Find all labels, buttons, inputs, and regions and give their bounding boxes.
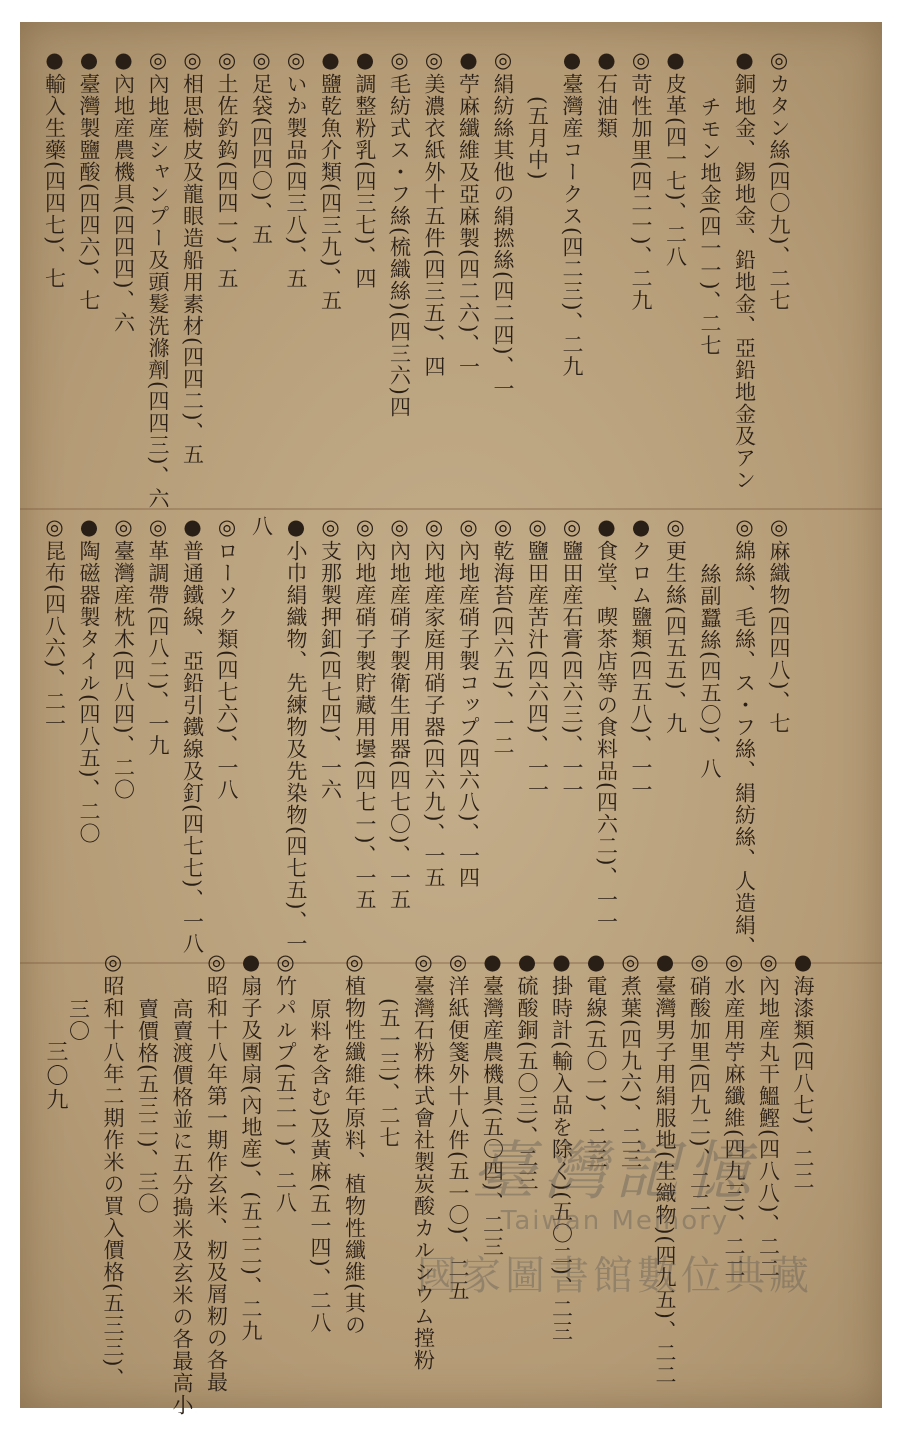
library-watermark	[395, 1120, 835, 1310]
index-block-middle	[42, 515, 796, 958]
entry: ◎昭和十八年二期作米の買入價格(五三三)、	[101, 950, 125, 1390]
entry: ◎水産用苧麻纖維(四九三)、二二	[722, 950, 746, 1280]
section-heading: (五月中)	[525, 96, 550, 181]
entry: ●電線(五〇一)、二三	[584, 950, 608, 1170]
entry: ◎內地産シャンプー及頭髮洗滌劑(四四三)、六	[146, 48, 170, 510]
entry: ◎植物性纖維年原料、植物性纖維(其の	[342, 950, 367, 1337]
entry: ●掛時計(輸入品を除く)(五〇二)、二三	[549, 950, 574, 1342]
entry: ●海漆類(四八七)、二二	[791, 950, 815, 1192]
entry: ◎內地産硝子製貯藏用壜(四七一)、一五	[353, 515, 377, 911]
entry: ◎綿絲、毛絲、ス・フ絲、絹紡絲、人造絹、	[732, 515, 757, 958]
entry: (五一三)、二七	[377, 998, 401, 1149]
entry: ●銅地金、錫地金、鉛地金、亞鉛地金及アン	[732, 48, 757, 491]
entry: ◎昭和十八年第一期作玄米、籾及屑籾の各最	[204, 950, 229, 1393]
entry: ◎內地産硝子製衛生用器(四七〇)、一五	[387, 515, 412, 911]
entry: ●陶磁器製タイル(四八五)、二〇	[77, 515, 101, 845]
entry: ●輸入生藥(四四七)、七	[42, 48, 67, 290]
entry: ◎洋紙便箋外十八件(五一〇)、二五	[446, 950, 470, 1302]
watermark-chinese: 國家圖書館數位典藏	[417, 1253, 813, 1299]
entry: ◎鹽田産石膏(四六三)、一一	[560, 515, 584, 801]
entry: ◎毛紡式ス・フ絲(梳織絲)(四三六)四	[387, 48, 412, 418]
entry: チモン地金(四一一)、二七	[698, 96, 722, 357]
entry: ●皮革(四一七)、二八	[663, 48, 688, 268]
entry: ◎いか製品(四三八)、五	[284, 48, 308, 290]
entry: 原料を含む)及黃麻(五一四)、二八	[308, 998, 332, 1334]
entry: ●苧麻纖維及亞麻製(四二六)、一	[456, 48, 481, 378]
entry: ◎相思樹皮及龍眼造船用素材(四四二)、五	[180, 48, 205, 466]
entry: ◎麻織物(四四八)、七	[767, 515, 791, 735]
entry: ●臺灣男子用絹服地(生織物)(四九五)、二二	[653, 950, 677, 1386]
entry: ●普通鐵線、亞鉛引鐵線及釘(四七七)、一八	[180, 515, 205, 955]
entry: ◎臺灣石粉株式會社製炭酸カルシウム摚粉	[411, 950, 436, 1371]
entry: ●クロム鹽類(四五八)、一一	[629, 515, 653, 801]
entry: ◎更生絲(四五五)、九	[663, 515, 688, 735]
entry: ◎土佐釣鈎(四四一)、五	[215, 48, 239, 290]
entry: ◎硝酸加里(四九二)、二二	[687, 950, 712, 1214]
entry: ◎絹紡絲其他の絹撚絲(四二四)、一	[491, 48, 515, 400]
entry: ●臺灣産農機具(五〇四)、二三	[480, 950, 505, 1258]
entry: ◎竹パルプ(五二一)、二八	[273, 950, 298, 1214]
index-block-top	[42, 48, 796, 510]
entry: ●食堂、喫茶店等の食料品(四六二)、一一	[594, 515, 619, 933]
entry: 八	[249, 515, 274, 537]
entry: ◎カタン絲(四〇九)、二七	[767, 48, 791, 312]
entry: ●小巾絹織物、先練物及先染物(四七五)、一	[284, 515, 308, 955]
entry: ●臺灣産コークス(四二三)、二九	[560, 48, 584, 378]
page-number: 三〇九	[43, 1040, 68, 1112]
entry: 絲副蠶絲(四五〇)、八	[698, 563, 722, 780]
entry: 賣價格(五三二)、三〇	[135, 998, 160, 1215]
entry: ◎革調帶(四八二)、一九	[146, 515, 170, 757]
entry: ●鹽乾魚介類(四三九)、五	[318, 48, 343, 312]
entry: ◎昆布(四八六)、二一	[42, 515, 67, 735]
entry: ◎ローソク類(四七六)、一八	[215, 515, 239, 801]
entry: ◎乾海苔(四六五)、一二	[491, 515, 515, 757]
watermark-logo: 臺灣記憶	[471, 1135, 759, 1209]
entry: ◎美濃衣紙外十五件(四三五)、四	[422, 48, 446, 378]
watermark-english: Taiwan Memory	[500, 1206, 730, 1236]
entry: ◎內地産家庭用硝子器(四六九)、一五	[422, 515, 446, 889]
entry: ◎煮葉(四九六)、二三	[618, 950, 643, 1170]
entry: ◎內地産硝子製コップ(四六八)、一四	[456, 515, 481, 889]
entry: ◎內地産丸干鰮鰹(四八八)、二二	[756, 950, 781, 1280]
entry: ●扇子及團扇(內地産)、(五二二)、二九	[239, 950, 263, 1342]
entry: 三〇	[66, 998, 91, 1042]
entry: ●石油類	[594, 48, 619, 139]
entry: ●硫酸銅(五〇三)、二三	[515, 950, 539, 1192]
entry: 高賣渡價格並に五分搗米及玄米の各最高小	[170, 998, 194, 1416]
entry: ◎支那製押釦(四七四)、一六	[318, 515, 343, 801]
entry: ●內地産農機具(四四四)、六	[111, 48, 136, 334]
entry: ◎鹽田産苦汁(四六四)、一一	[525, 515, 550, 801]
entry: ◎臺灣産枕木(四八四)、二〇	[111, 515, 136, 801]
entry: ●調整粉乳(四三七)、四	[353, 48, 377, 290]
entry: ◎足袋(四四〇)、五	[249, 48, 274, 246]
entry: ●臺灣製鹽酸(四四六)、七	[77, 48, 101, 312]
entry: ◎苛性加里(四二一)、二九	[629, 48, 653, 312]
